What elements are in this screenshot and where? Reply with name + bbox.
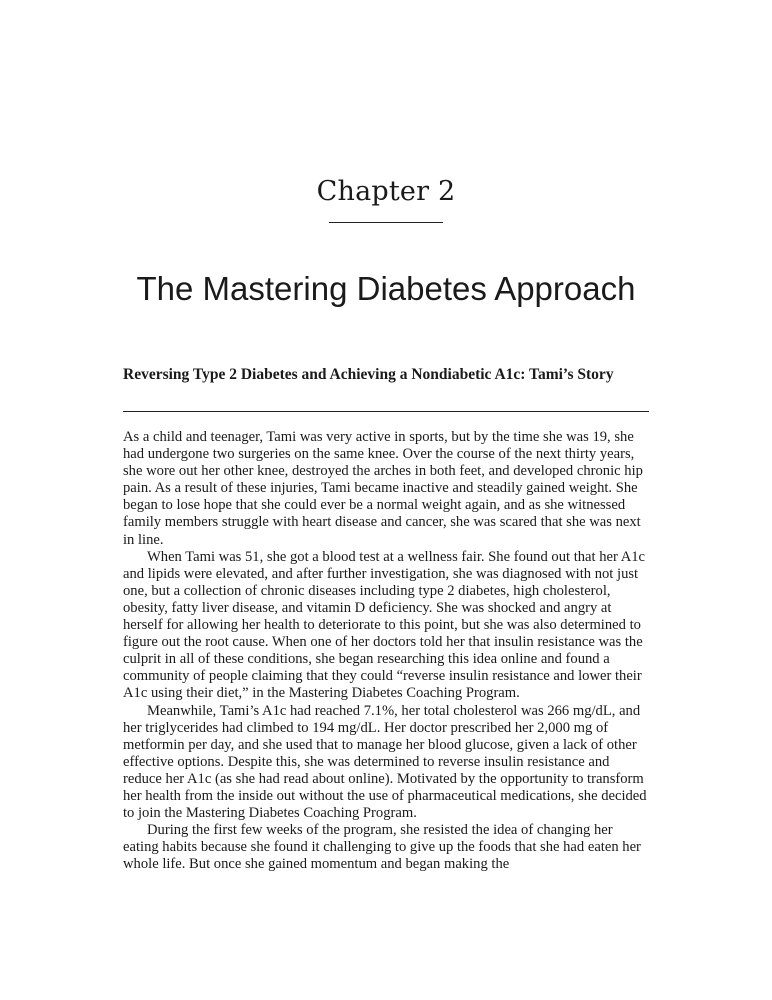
chapter-title: The Mastering Diabetes Approach (136, 270, 636, 307)
section-divider (123, 411, 649, 412)
paragraph: During the first few weeks of the program, she resisted the idea of changing her eating habits because she found it challenging to give up the foods that she had eaten her whole life. But once she gained momentum and began making the (123, 822, 641, 873)
section-heading: Reversing Type 2 Diabetes and Achieving a Nondiabetic A1c: Tami’s Story (123, 366, 614, 383)
chapter-label: Chapter 2 (316, 176, 456, 207)
chapter-divider (329, 222, 443, 223)
paragraph: Meanwhile, Tami’s A1c had reached 7.1%, her total cholesterol was 266 mg/dL, and her triglycerides had climbed to 194 mg/dL. Her doctor prescribed her 2,000 mg of metformin per day, and she used that to manage her blood glucose, given a lack of other effective options. Despite this, she was determined to reverse insulin resistance and reduce her A1c (as she had read about online). Motivated by the opportunity to transform her health from the inside out without the use of pharmaceutical medications, she decided to join the Mastering Diabetes Coaching Program. (123, 702, 647, 822)
paragraph: When Tami was 51, she got a blood test at a wellness fair. She found out that her A1c and lipids were elevated, and after further investigation, she was diagnosed with not just one, but a collection of chronic diseases including type 2 diabetes, high cholesterol, obesity, fatty liver disease, and vitamin D deficiency. She was shocked and angry at herself for allowing her health to deteriorate to this point, but she was also determined to figure out the root cause. When one of her doctors told her that insulin resistance was the culprit in all of these conditions, she began researching this idea online and found a community of people claiming that they could “reverse insulin resistance and lower their A1c using their diet,” in the Mastering Diabetes Coaching Program. (123, 548, 646, 702)
body-text (123, 429, 649, 873)
paragraph: As a child and teenager, Tami was very active in sports, but by the time she was 19, she had undergone two surgeries on the same knee. Over the course of the next thirty years, she wore out her other knee, destroyed the arches in both feet, and developed chronic hip pain. As a result of these injuries, Tami became inactive and steadily gained weight. She began to lose hope that she could ever be a normal weight again, and as she witnessed family members struggle with heart disease and cancer, she was scared that she was next in line. (123, 429, 643, 548)
